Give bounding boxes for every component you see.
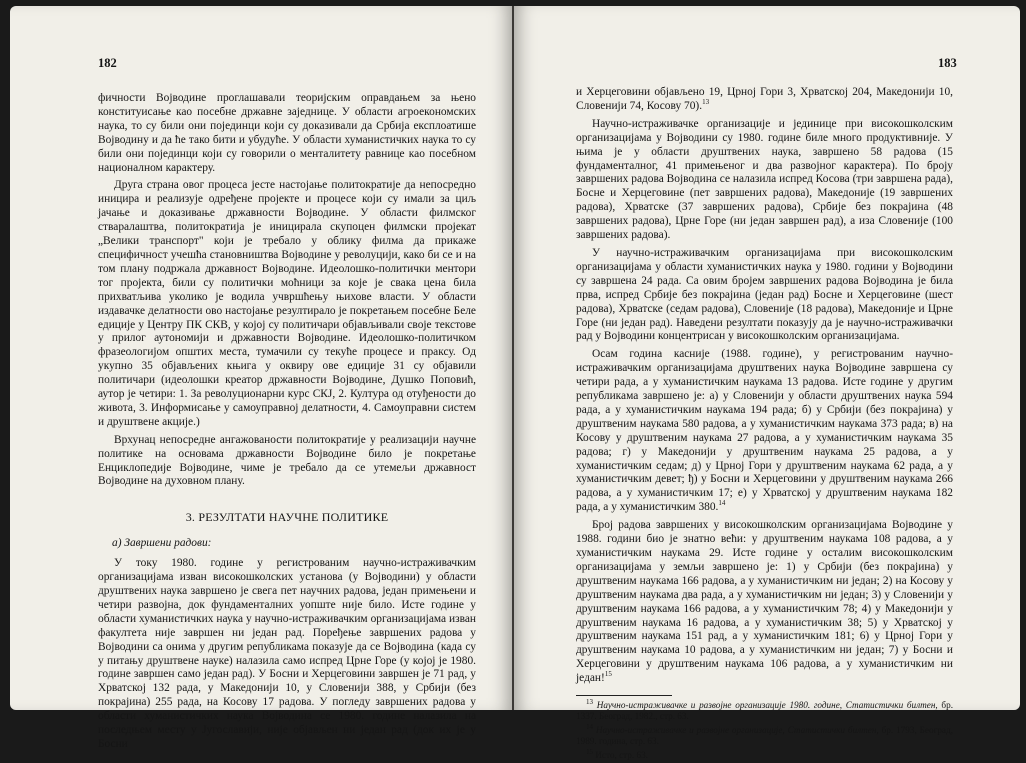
left-page-text xyxy=(98,92,476,756)
paragraph: Врхунац непосредне ангажованости политократије у реализацији научне политике на основама државности Војводине било је покретање Енциклопедије Војводине, чиме је требало да се утемељи државност Војводине на духовном плану. xyxy=(98,433,476,488)
paragraph-text: и Херцеговини објављено 19, Црној Гори 3, Хрватској 204, Македонији 10, Словенији 74, Косову 70). xyxy=(576,86,953,112)
paragraph-text: Осам година касније (1988. године), у регистрованим научно-истраживачким организацијама друштвених наука Војводине завршена су четири рада, а у хуманистичким наукама 13 радова. Исте године у другим републикама завршено је: а) у Словенији у области друштвених наука 594 рада, а у хуманистичким наукама 194 рада; б) у Србији (без покрајина) у друштвеним наукама 580 радова, а у хуманистичким наукама 373 рада; в) на Косову у друштвеним наукама 27 радова, а у хуманистичким наукама 35 радова; г) у Македонији у друштвеним наукама 25 радова, а у хуманистичким седам; д) у Црној Гори у друштвеним наукама 62 рада, а у хуманистичким девет; ђ) у Босни и Херцеговини у друштвеним наукама 266 радова, а у хуманистичким 17; е) у Хрватској у друштвеним наукама 182 рада, а у хуманистичким 380. xyxy=(576,348,953,514)
right-page-text xyxy=(576,86,953,763)
section-heading: 3. РЕЗУЛТАТИ НАУЧНЕ ПОЛИТИКЕ xyxy=(185,510,389,525)
paragraph-text: Број радова завршених у високошколским организацијама Војводине у 1988. години био је знатно већи: у друштвеним наукама 108 радова, а у хуманистичким наукама 29. Исте године у осталим високошколским организацијама у земљи завршено је: 1) у Србији (без покрајина) у друштвеним наукама 166 радова, а у хуманистичким ни један; 2) на Косову у друштвеним наукама два рада, а у хуманистичким ни један; 3) у Словенији у друштвеним наукама 166 радова, а у хуманистичким 78; 4) у Македонији у друштвеним наукама 16 радова, а у хуманистичким 38; 5) у Хрватској у друштвеним наукама 151 рад, а у хуманистичким 181; 6) у Црној Гори у друштвеним наукама 10 радова, а у хуманистичким ни један; 7) у Босни и Херцеговини у друштвеним наукама 106 радова, а у хуманистичким ни један! xyxy=(576,519,953,685)
paragraph: фичности Војводине проглашавали теоријским оправдањем за њено конституисање као посебне државне заједнице. У области агроекономских наука, то су били они појединци који су доказивали да Србија експлоатише Војводину и да ће тако бити и убудуће. У области хуманистичких наука то су били они појединци који су говорили о менталитету равнице као посебном националном карактеру. xyxy=(98,92,476,174)
paragraph: Друга страна овог процеса јесте настојање политократије да непосредно иницира и реализује одређене пројекте и процесе који су имали за циљ јачање и доказивање државности Војводине. У области филмског стваралаштва, политократија је иницирала скупоцен филмски пројекат „Велики транспорт" који је требало у облику филма да прикаже специфичност учешћа становништва Војводине у револуцији, како би се и на том плану подржала државност Војводине. Идеолошко-политички ментори тог пројекта, били су политички моћници за које је свака цена била прихватљива уколико је водила учвршћењу њихове власти. У области издавачке делатности ово настојање резултирало је покретањем посебне Беле едиције у Центру ПК СКВ, у којој су политичари објављивали своје текстове у прилог аутономији и државности Војводине. Идеолошко-политичком фразеологијом општих места, тумачили су текуће процесе и праксу. Од укупно 35 објављених књига у оквиру ове едиције 31 су објавили политичари (идеолошки креатор државности Војводине, Душко Поповић, аутор је четири: 1. За револуционарни курс СКЈ, 2. Култура од отуђености до живота, 3. Информисање у самоуправној делатности, 4. Самоуправни систем и друштвене акције.) xyxy=(98,179,476,428)
page-number: 182 xyxy=(98,56,117,70)
footnote-ref: 13 xyxy=(702,98,710,107)
subheading: а) Завршени радови: xyxy=(112,537,212,550)
footnote-text: бр. 1793, Београд, 1989. година, стр. 63. xyxy=(576,724,953,747)
left-page xyxy=(10,6,512,750)
paragraph: У научно-истраживачким организацијама при високошколским организацијама у области хуманистичких наука у 1980. години у Војводини су завршена 24 рада. Са овим бројем завршених радова Војводина је била прва, испред Србије без покрајина (један рад) Босне и Херцеговине (шест радова), Хрватске (седам радова), Словеније (18 радова), Македоније и Црне Горе (ни један рад). Наведени резултати показују да је научно-истраживачки рад у Војводини концентрисан у високошколским организацијама. xyxy=(576,246,953,343)
footnote-title: Научно-истраживачке и развојне организације 1980. године, Статистички билтен, xyxy=(596,700,938,711)
footnote-title: Научно-истраживачке и развојне организације, Статистички билтен, xyxy=(595,724,879,735)
footnote-text: бр. 1337. Београд, 1982., стр. 63. xyxy=(576,700,954,722)
paragraph xyxy=(576,86,953,114)
footnote-text: Исто, стр. 63. xyxy=(595,749,648,760)
footnote-ref: 15 xyxy=(604,670,612,679)
footnote-divider xyxy=(576,695,672,696)
footnote xyxy=(576,722,953,748)
paragraph xyxy=(576,519,953,686)
paragraph: У току 1980. године у регистрованим научно-истраживачким организацијама изван високошколских установа (у Војводини) у области друштвених наука завршено је свега пет научних радова, један примењени и четири развојна, док фундаменталних уопште није било. Исте године у области хуманистичких наука у научно-истраживачким организацијама изван факултета није завршен ни један рад. Поређење завршених радова у Војводини са онима у другим републикама показује да се Војводина (када су у питању друштвене науке) налазила само испред Црне Горе (у којој је 1980. године завршен само један рад). У Босни и Херцеговини завршен је 71 рад, у Хрватској 132 рада, у Македонији 10, у Словенији 388, у Србији (без покрајина) 255 рада, на Косову 17 радова. У погледу завршених радова у области хуманистичких наука Војводина се 1980. године налазила на последњем месту у Југославији, није објављен ни један рад (док их је у Босни xyxy=(98,557,476,750)
paragraph: Научно-истраживачке организације и јединице при високошколским организацијама у Војводини су 1980. године биле много продуктивније. У њима је у области друштвених наука, завршено 58 радова (15 фундаменталног, 41 примењеног и два развојног карактера). По броју завршених радова Војводина се налазила испред Косова (три завршена рада), Босне и Херцеговине (пет завршених радова), Македоније (19 завршених радова), Хрватске (37 завршених радова), Србије без покрајина (48 завршених радова), Црне Горе (ни један завршен рад), а иза Словеније (100 завршених радова). xyxy=(576,117,953,242)
paragraph xyxy=(576,348,953,515)
page-number: 183 xyxy=(938,56,957,70)
right-page xyxy=(514,6,1020,760)
footnote-number: 15 xyxy=(586,747,593,756)
footnote xyxy=(576,747,953,761)
footnote-number: 14 xyxy=(586,722,593,731)
footnote-number: 13 xyxy=(586,698,593,706)
footnote-ref: 14 xyxy=(718,499,726,508)
footnote xyxy=(576,700,953,723)
